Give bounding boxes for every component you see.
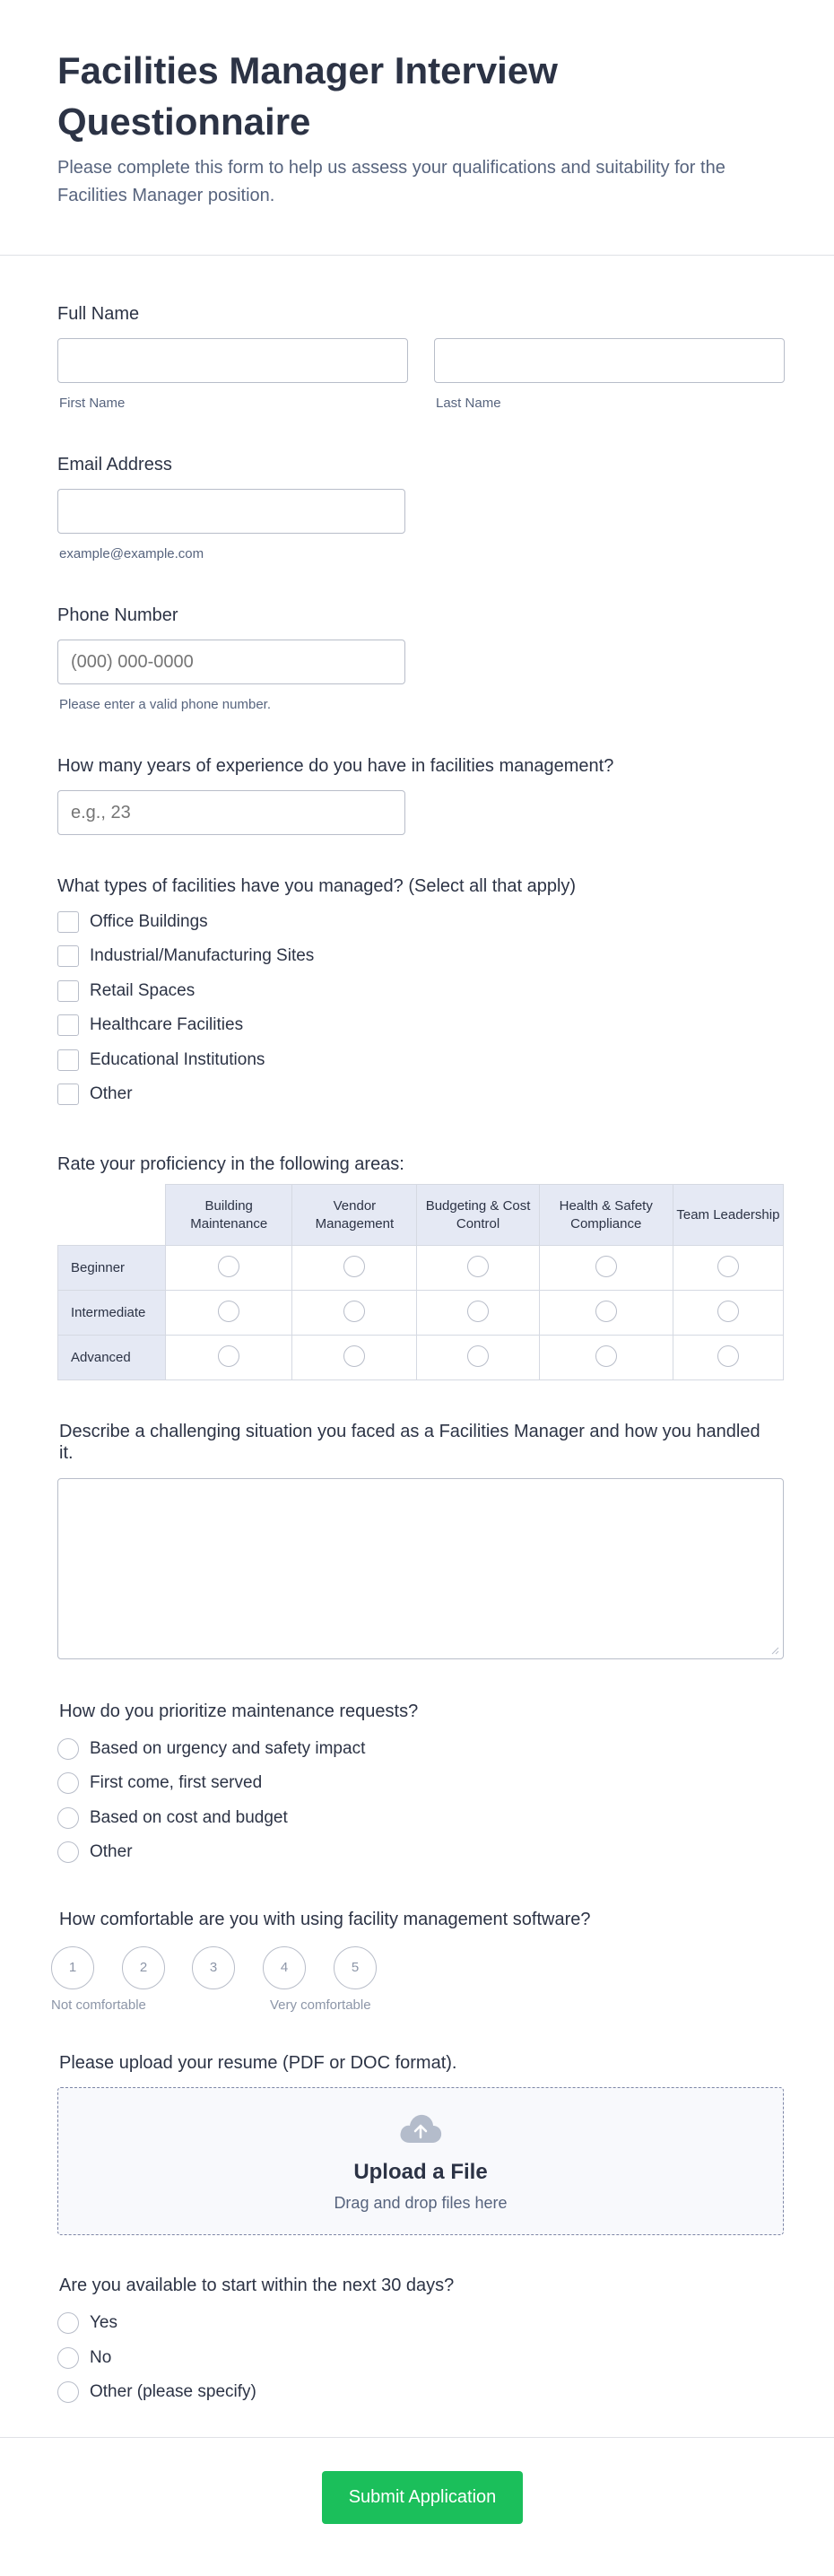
prioritize-option-cost[interactable]: Based on cost and budget	[57, 1807, 288, 1829]
resize-handle-icon[interactable]	[770, 1646, 779, 1655]
email-sublabel: example@example.com	[59, 546, 204, 561]
software-label: How comfortable are you with using facility management software?	[59, 1910, 591, 1929]
prioritize-label: How do you prioritize maintenance requests?	[59, 1701, 419, 1721]
matrix-radio[interactable]	[595, 1301, 617, 1322]
form-header	[0, 0, 834, 256]
scale-high-label: Very comfortable	[270, 1997, 371, 2013]
page-title: Facilities Manager Interview Questionnaire	[57, 49, 558, 143]
scale-option-5[interactable]: 5	[334, 1946, 377, 1989]
checkbox[interactable]	[57, 945, 79, 967]
facility-option-educational[interactable]: Educational Institutions	[57, 1049, 265, 1071]
upload-subtitle: Drag and drop files here	[334, 2194, 508, 2212]
checkbox[interactable]	[57, 1014, 79, 1036]
matrix-row-header: Advanced	[58, 1336, 166, 1380]
facility-option-office[interactable]: Office Buildings	[57, 911, 208, 933]
proficiency-matrix	[57, 1184, 784, 1380]
matrix-radio[interactable]	[717, 1256, 739, 1277]
radio[interactable]	[57, 2312, 79, 2334]
checkbox[interactable]	[57, 980, 79, 1002]
matrix-radio[interactable]	[467, 1256, 489, 1277]
matrix-radio[interactable]	[595, 1345, 617, 1367]
radio[interactable]	[57, 2381, 79, 2403]
submit-button[interactable]: Submit Application	[322, 2471, 523, 2524]
upload-title: Upload a File	[353, 2160, 488, 2184]
scale-option-1[interactable]: 1	[51, 1946, 94, 1989]
phone-label: Phone Number	[57, 605, 178, 625]
availability-option-no[interactable]: No	[57, 2347, 111, 2369]
scale-low-label: Not comfortable	[51, 1997, 146, 2013]
availability-label: Are you available to start within the next 30 days?	[59, 2276, 455, 2295]
challenge-textarea[interactable]	[57, 1478, 784, 1659]
facility-option-healthcare[interactable]: Healthcare Facilities	[57, 1014, 243, 1036]
email-input[interactable]	[57, 489, 405, 534]
proficiency-label: Rate your proficiency in the following areas:	[57, 1154, 404, 1174]
first-name-input[interactable]	[57, 338, 408, 383]
matrix-corner	[58, 1185, 166, 1246]
radio[interactable]	[57, 1841, 79, 1863]
scale-option-4[interactable]: 4	[263, 1946, 306, 1989]
radio[interactable]	[57, 1772, 79, 1794]
availability-option-yes[interactable]: Yes	[57, 2312, 117, 2334]
matrix-column-header: Building Maintenance	[166, 1185, 292, 1246]
radio[interactable]	[57, 1807, 79, 1829]
availability-option-other[interactable]: Other (please specify)	[57, 2381, 256, 2403]
matrix-radio[interactable]	[343, 1256, 365, 1277]
file-upload-dropzone[interactable]	[57, 2087, 784, 2235]
last-name-sublabel: Last Name	[436, 396, 501, 411]
prioritize-option-other[interactable]: Other	[57, 1841, 133, 1863]
matrix-column-header: Budgeting & Cost Control	[417, 1185, 539, 1246]
scale-option-3[interactable]: 3	[192, 1946, 235, 1989]
phone-sublabel: Please enter a valid phone number.	[59, 697, 271, 712]
full-name-label: Full Name	[57, 304, 140, 324]
matrix-radio[interactable]	[717, 1345, 739, 1367]
matrix-radio[interactable]	[218, 1256, 239, 1277]
checkbox[interactable]	[57, 911, 79, 933]
matrix-column-header: Health & Safety Compliance	[539, 1185, 673, 1246]
prioritize-option-urgency[interactable]: Based on urgency and safety impact	[57, 1738, 365, 1760]
matrix-radio[interactable]	[467, 1301, 489, 1322]
matrix-radio[interactable]	[343, 1345, 365, 1367]
cloud-upload-icon	[399, 2112, 442, 2145]
matrix-row-header: Beginner	[58, 1246, 166, 1291]
phone-input[interactable]	[57, 640, 405, 684]
matrix-column-header: Team Leadership	[673, 1185, 783, 1246]
form-footer	[0, 2437, 834, 2569]
first-name-sublabel: First Name	[59, 396, 126, 411]
checkbox[interactable]	[57, 1083, 79, 1105]
matrix-radio[interactable]	[218, 1345, 239, 1367]
resume-label: Please upload your resume (PDF or DOC format).	[59, 2053, 457, 2073]
facilities-label: What types of facilities have you managed? (Select all that apply)	[57, 876, 577, 896]
matrix-radio[interactable]	[595, 1256, 617, 1277]
matrix-radio[interactable]	[343, 1301, 365, 1322]
radio[interactable]	[57, 1738, 79, 1760]
matrix-radio[interactable]	[218, 1301, 239, 1322]
radio[interactable]	[57, 2347, 79, 2369]
matrix-column-header: Vendor Management	[292, 1185, 417, 1246]
facility-option-retail[interactable]: Retail Spaces	[57, 980, 195, 1002]
checkbox[interactable]	[57, 1049, 79, 1071]
matrix-row-header: Intermediate	[58, 1291, 166, 1336]
prioritize-option-fifo[interactable]: First come, first served	[57, 1772, 262, 1794]
facility-option-other[interactable]: Other	[57, 1083, 133, 1105]
challenge-label: Describe a challenging situation you faced as a Facilities Manager and how you handled it.	[59, 1422, 760, 1463]
scale-option-2[interactable]: 2	[122, 1946, 165, 1989]
facility-option-industrial[interactable]: Industrial/Manufacturing Sites	[57, 945, 314, 967]
matrix-radio[interactable]	[717, 1301, 739, 1322]
last-name-input[interactable]	[434, 338, 785, 383]
experience-input[interactable]	[57, 790, 405, 835]
matrix-radio[interactable]	[467, 1345, 489, 1367]
email-label: Email Address	[57, 455, 172, 474]
page-description: Please complete this form to help us assess your qualifications and suitability for the Facilities Manager position.	[57, 158, 725, 205]
experience-label: How many years of experience do you have in facilities management?	[57, 756, 614, 776]
